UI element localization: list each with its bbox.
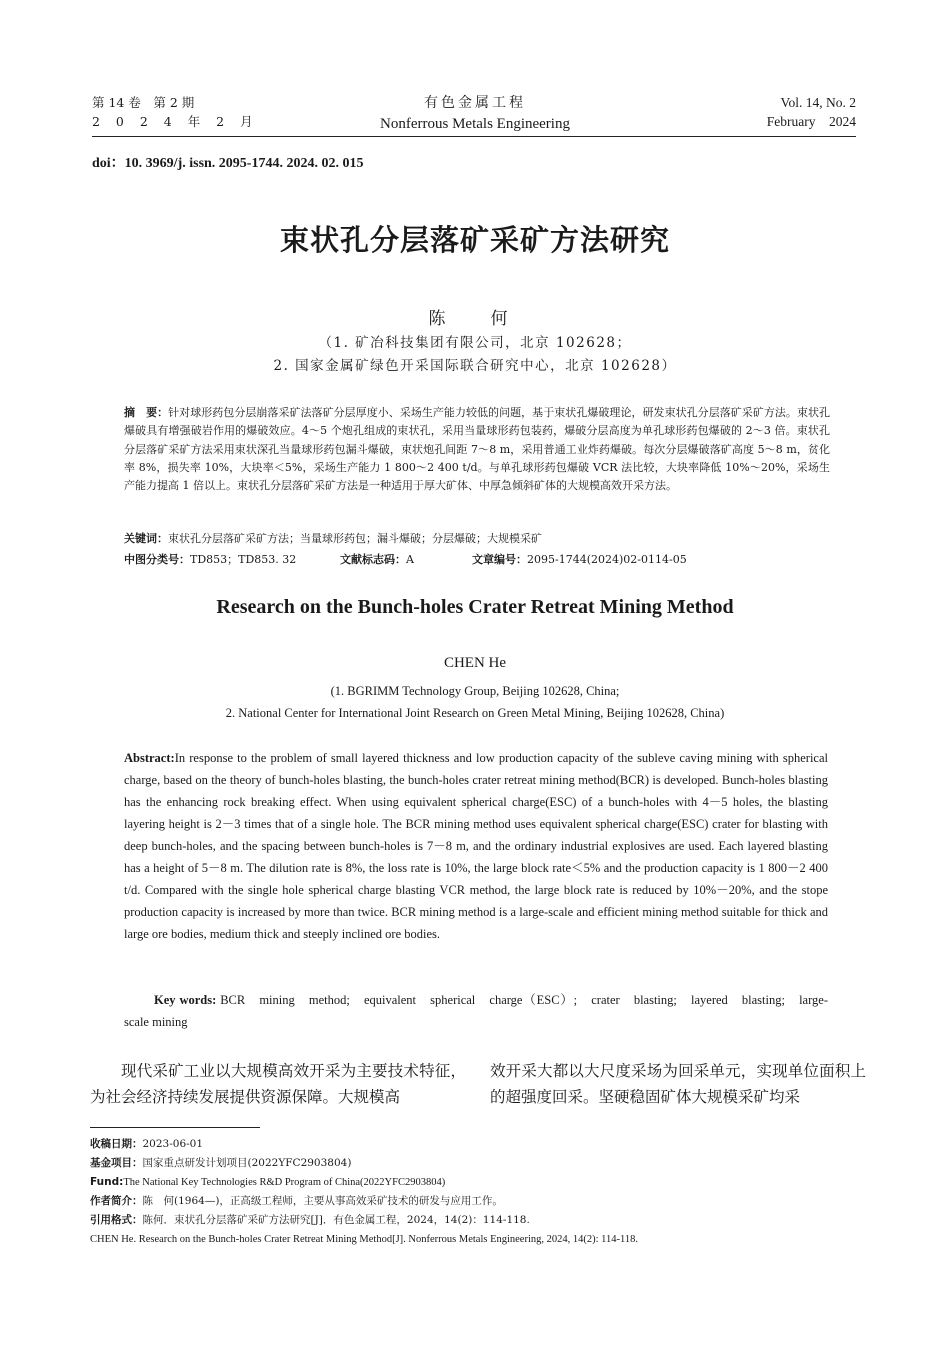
- author-bio-label: 作者简介：: [90, 1195, 143, 1207]
- keywords-cn: [124, 530, 830, 548]
- abstract-en-text: In response to the problem of small layered thickness and low production capacity of the subleve caving mining with spherical charge, based on the theory of bunch-holes blasting, the bunch-holes crater retreat mining method(BCR) is developed. Bunch-holes blasting has the enhancing rock breaking effect. When using equivalent spherical charge(ESC) of a bunch-holes with 4－5 holes, the blasting layering height is 2－3 times that of a single hole. The BCR mining method uses equivalent spherical charge(ESC) crater for blasting with deep bunch-holes, and the spacing between bunch-holes is 7－8 m, and the ordinary industrial explosives are used. Each layered blasting has a height of 5－8 m. The dilution rate is 8%, the loss rate is 10%, the large block rate＜5% and the production capacity is 1 800－2 400 t/d. Compared with the single hole spherical charge blasting VCR method, the large block rate is reduced by 10%－20%, and the stope production capacity is increased by more than twice. BCR mining method is a large-scale and efficient mining method suitable for thick and large ore bodies, medium thick and steeply inclined ore bodies.: [124, 751, 828, 941]
- author-en: CHEN He: [443, 655, 507, 671]
- citation-cn-text: 陈何．束状孔分层落矿采矿方法研究[J]．有色金属工程，2024，14(2)：114-118.: [142, 1214, 530, 1226]
- affiliations-cn: [0, 332, 950, 378]
- body-column-right: 效开采大都以大尺度采场为回采单元，实现单位面积上的超强度回采。坚硬稳固矿体大规模采矿均采: [490, 1062, 866, 1106]
- date-cn: 2 0 2 4 年 2 月: [92, 114, 259, 129]
- header-divider: [92, 136, 856, 137]
- abstract-en-label: Abstract:: [124, 751, 175, 765]
- received-date: 2023-06-01: [142, 1138, 204, 1150]
- journal-name-en: Nonferrous Metals Engineering: [380, 116, 570, 132]
- article-number-label: 文章编号：: [472, 553, 527, 566]
- fund-en-text: The National Key Technologies R&D Program of China(2022YFC2903804): [123, 1177, 446, 1188]
- author-cn: 陈 何: [428, 309, 522, 329]
- clc-label: 中图分类号：: [124, 553, 190, 566]
- footnote-citation-cn: [90, 1212, 870, 1229]
- doc-code-label: 文献标志码：: [340, 553, 406, 566]
- fund-cn-text: 国家重点研发计划项目(2022YFC2903804): [142, 1157, 352, 1169]
- abstract-cn-text: 针对球形药包分层崩落采矿法落矿分层厚度小、采场生产能力较低的问题，基于束状孔爆破理论，研发束状孔分层落矿采矿方法。束状孔爆破具有增强破岩作用的爆破效应。4～5 个炮孔组成的束状孔，采用当量球形药包装药，爆破分层高度为单孔球形药包爆破的 2～3 倍。束状孔分层落矿采矿方法采用束状深孔当量球形药包漏斗爆破，束状炮孔间距 7～8 m，采用普通工业炸药爆破。每次分层爆破落矿高度 5～8 m，贫化率 8%，损失率 10%，大块率＜5%，采场生产能力 1 800～2 400 t/d。与单孔球形药包爆破 VCR 法比较，大块率降低 10%～20%，采场生产能力提高 1 倍以上。束状孔分层落矿采矿方法是一种适用于厚大矿体、中厚急倾斜矿体的大规模高效开采方法。: [124, 406, 831, 493]
- keywords-cn-label: 关键词：: [124, 532, 168, 545]
- keywords-cn-text: 束状孔分层落矿采矿方法；当量球形药包；漏斗爆破；分层爆破；大规模采矿: [168, 532, 542, 545]
- header-volume-en: [767, 93, 856, 131]
- footnote-fund-cn: [90, 1155, 870, 1172]
- fund-cn-label: 基金项目：: [90, 1157, 143, 1169]
- journal-name-cn: 有色金属工程: [424, 95, 526, 111]
- document-code: [340, 551, 414, 569]
- footnote-fund-en: [90, 1174, 870, 1191]
- volume-issue-en: Vol. 14, No. 2: [780, 95, 856, 110]
- footnote-divider: [90, 1127, 260, 1128]
- footnote-received: [90, 1136, 870, 1153]
- footnote-citation-en: CHEN He. Research on the Bunch-holes Crater Retreat Mining Method[J]. Nonferrous Metals Engineering, 2024, 14(2): 114-118.: [90, 1234, 639, 1245]
- fund-en-label: Fund:: [90, 1176, 124, 1188]
- article-number-value: 2095-1744(2024)02-0114-05: [527, 553, 687, 566]
- paper-title-en: Research on the Bunch-holes Crater Retreat Mining Method: [216, 596, 734, 618]
- keywords-en-label: Key words:: [154, 993, 217, 1007]
- affiliation-cn-2: 2. 国家金属矿绿色开采国际联合研究中心，北京 102628）: [273, 358, 677, 374]
- author-bio-text: 陈 何(1964—)，正高级工程师，主要从事高效采矿技术的研发与应用工作。: [142, 1195, 503, 1207]
- citation-label: 引用格式：: [90, 1214, 143, 1226]
- affiliation-en-2: 2. National Center for International Joint Research on Green Metal Mining, Beijing 102628, China): [225, 706, 725, 720]
- date-en: February 2024: [766, 114, 856, 129]
- abstract-en: [124, 747, 828, 945]
- keywords-en: [124, 989, 828, 1033]
- affiliation-cn-1: （1. 矿冶科技集团有限公司，北京 102628；: [318, 335, 632, 351]
- abstract-cn: [124, 404, 830, 495]
- affiliation-en-1: (1. BGRIMM Technology Group, Beijing 102628, China;: [330, 684, 620, 698]
- keywords-en-text: BCR mining method; equivalent spherical charge（ESC）; crater blasting; layered blasting; large-scale mining: [124, 993, 828, 1029]
- volume-issue-cn: 第 14 卷 第 2 期: [92, 95, 195, 110]
- doi[interactable]: doi：10. 3969/j. issn. 2095-1744. 2024. 02. 015: [92, 156, 364, 171]
- received-label: 收稿日期：: [90, 1138, 143, 1150]
- footnote-author-bio: [90, 1193, 870, 1210]
- affiliations-en: [0, 680, 950, 724]
- abstract-cn-label: 摘 要：: [124, 406, 169, 419]
- doc-code-value: A: [406, 553, 414, 566]
- article-number: [472, 551, 687, 569]
- paper-title-cn: 束状孔分层落矿采矿方法研究: [279, 223, 670, 257]
- body-column-left: 现代采矿工业以大规模高效开采为主要技术特征，为社会经济持续发展提供资源保障。大规模高: [90, 1062, 466, 1106]
- clc-number: [124, 551, 296, 569]
- clc-value: TD853；TD853. 32: [190, 553, 297, 566]
